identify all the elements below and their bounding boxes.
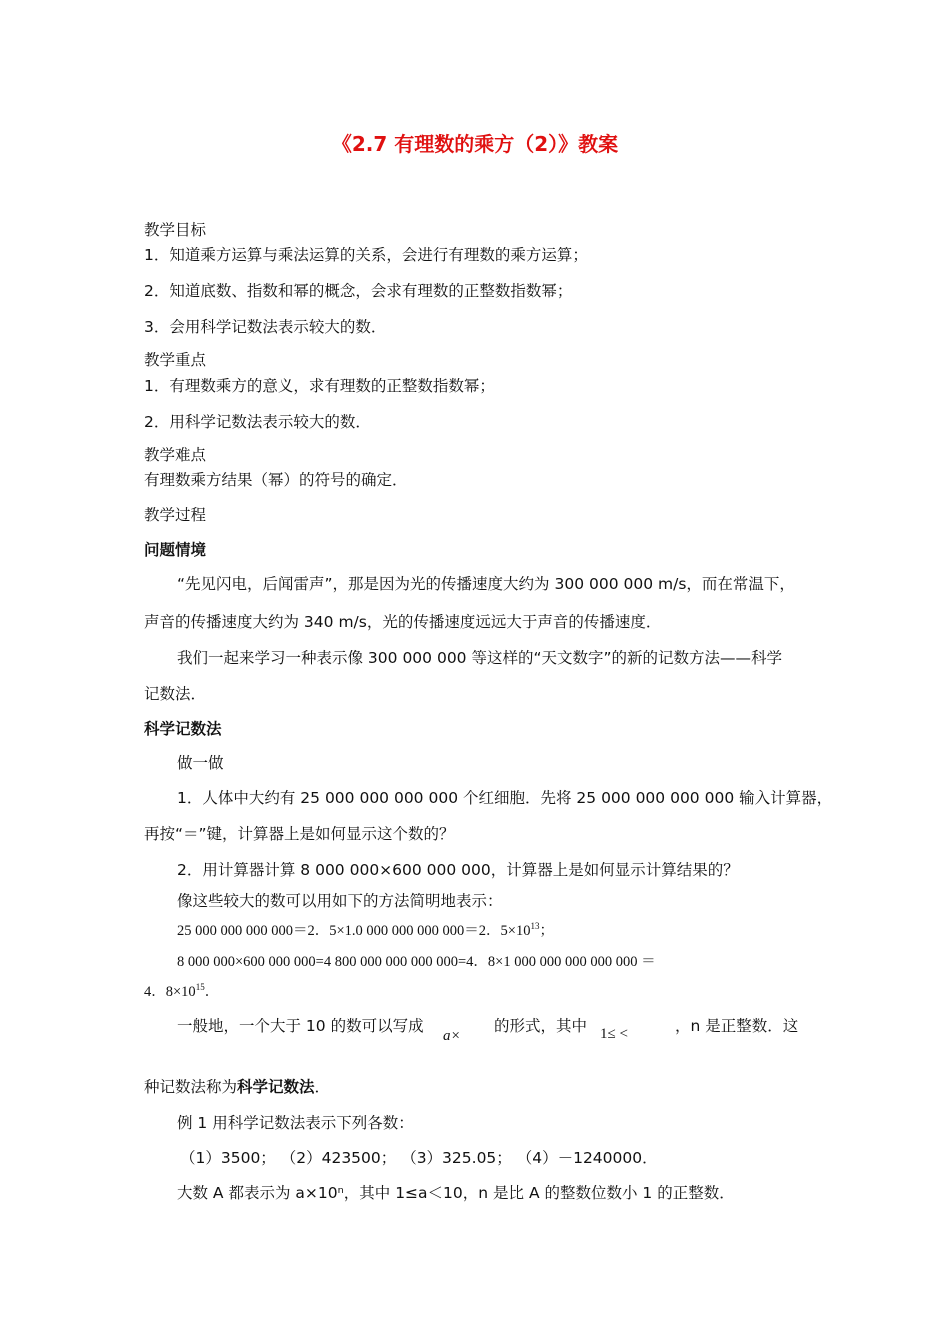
equation-2a: 8 000 000×600 000 000=4 800 000 000 000 000=4．8×1 000 000 000 000 000 ＝ [177, 954, 656, 970]
equation-1-tail: ； [539, 923, 554, 939]
situation-paragraph-1b: 声音的传播速度大约为 340 m/s，光的传播速度远远大于声音的传播速度． [144, 613, 662, 631]
objective-3: 3．会用科学记数法表示较大的数． [144, 318, 387, 336]
page-title: 《2.7 有理数的乘方（2）》教案 [331, 132, 619, 156]
equation-1-exponent: 13 [530, 921, 540, 932]
situation-paragraph-1a: “先见闪电，后闻雷声”，那是因为光的传播速度大约为 300 000 000 m/s，而在常温下， [177, 575, 795, 593]
try-heading: 做一做 [177, 754, 224, 772]
sci-heading: 科学记数法 [144, 720, 222, 738]
difficulty-text: 有理数乘方结果（幂）的符号的确定． [144, 471, 408, 489]
general-text-d [144, 1075, 330, 1097]
general-text-a: 一般地，一个大于 10 的数可以写成 [177, 1017, 424, 1035]
equation-2b-tail: ． [204, 984, 220, 1000]
general-text-c: ，n 是正整数．这 [675, 1017, 799, 1035]
objectives-heading: 教学目标 [144, 221, 207, 239]
formula-a-times: a× [443, 1028, 461, 1044]
example-items: （1）3500； （2）423500； （3）325.05； （4）－1240000． [180, 1149, 658, 1167]
objective-2: 2．知道底数、指数和幂的概念，会求有理数的正整数指数幂； [144, 282, 573, 300]
try-item-2: 2．用计算器计算 8 000 000×600 000 000，计算器上是如何显示计算结果的？ [177, 861, 739, 879]
situation-paragraph-2a: 我们一起来学习一种表示像 300 000 000 等这样的“天文数字”的新的记数方法——科学 [177, 649, 783, 667]
general-text-b: 的形式，其中 [494, 1017, 588, 1035]
equation-1 [177, 919, 554, 940]
situation-paragraph-2b: 记数法． [144, 685, 207, 703]
example-heading: 例 1 用科学记数法表示下列各数： [177, 1114, 414, 1132]
key-point-1: 1．有理数乘方的意义，求有理数的正整数指数幂； [144, 377, 495, 395]
key-point-2: 2．用科学记数法表示较大的数． [144, 413, 371, 431]
equation-1-body: 25 000 000 000 000＝2．5×1.0 000 000 000 000＝2．5×10 [177, 923, 531, 939]
try-item-1a: 1．人体中大约有 25 000 000 000 000 个红细胞．先将 25 000 000 000 000 输入计算器， [177, 789, 833, 807]
key-heading: 教学重点 [144, 351, 207, 369]
difficulty-heading: 教学难点 [144, 446, 207, 464]
equation-2b-exponent: 15 [195, 982, 205, 993]
try-item-1b: 再按“＝”键，计算器上是如何显示这个数的？ [144, 825, 455, 843]
situation-heading: 问题情境 [144, 541, 207, 559]
objective-1: 1．知道乘方运算与乘法运算的关系，会进行有理数的乘方运算； [144, 246, 588, 264]
general-text-d-post: ． [314, 1078, 331, 1096]
term-scientific-notation: 科学记数法 [237, 1078, 315, 1096]
formula-range: 1≤ < [600, 1026, 628, 1042]
conclusion-text: 大数 A 都表示为 a×10ⁿ，其中 1≤a＜10，n 是比 A 的整数位数小 1 的正整数． [177, 1184, 735, 1202]
equation-2b [144, 980, 219, 1001]
equation-2b-body: 4．8×10 [144, 984, 196, 1000]
process-heading: 教学过程 [144, 506, 207, 524]
intro-text: 像这些较大的数可以用如下的方法简明地表示： [177, 892, 503, 910]
general-text-d-pre: 种记数法称为 [144, 1078, 238, 1096]
